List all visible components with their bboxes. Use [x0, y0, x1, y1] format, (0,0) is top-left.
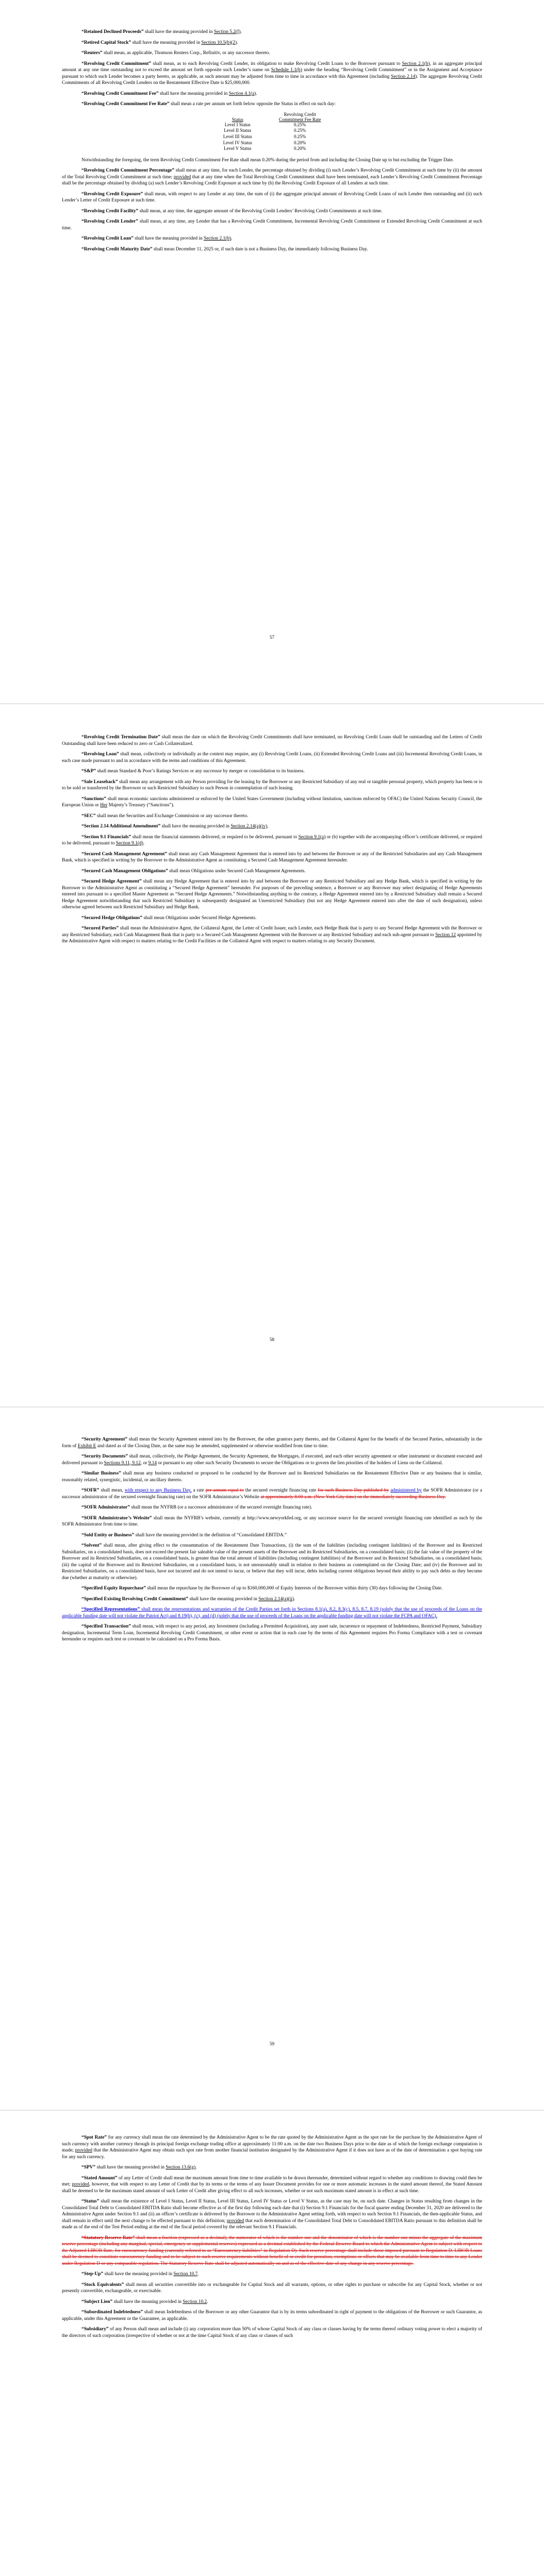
table-header-rate-top: Revolving Credit [284, 111, 316, 117]
def-revolving-credit-commitment: “Revolving Credit Commitment” shall mean, as to each Revolving Credit Lender, its obligation to make Revolving Credit Loans to the Borrower pursuant to Section 2.1(b), in an aggregate principal amount at any one time outstanding not to exceed the amount set forth opposite such Lender’s name on Schedule 1.1(b) under the heading “Revolving Credit Commitment” or in the Assignment and Acceptance pursuant to which such Lender becomes a party hereto, as applicable, as such amount may be adjusted from time to time in accordance with this Agreement (including Section 2.14). The aggregate Revolving Credit Commitments of all Revolving Credit Lenders on the Restatement Effective Date is $25,000,000. [62, 61, 483, 86]
table-row [210, 122, 335, 128]
page-58 [0, 704, 544, 1406]
def-spot-rate: “Spot Rate” for any currency shall mean the rate determined by the Administrative Agent to be the rate quoted by the Administrative Agent as the spot rate for the purchase by the Administrative Agent of such currency with another currency through its principal foreign exchange trading office at approximately 11:00 a.m. on the date two Business Days prior to the date as of which the foreign exchange computation is made; provided that the Administrative Agent may obtain such spot rate from another financial institution designated by the Administrative Agent if it does not have as of the date of determination a spot buying rate for any such currency. [62, 2135, 482, 2160]
def-similar-business: “Similar Business” shall mean any business conducted or proposed to be conducted by the Borrower and its Restricted Subsidiaries on the Restatement Effective Date or any business that is similar, reasonably related, synergistic, incidental, or ancillary thereto. [62, 1471, 482, 1483]
def-spv: “SPV” shall have the meaning provided in Section 13.6(g). [81, 2165, 197, 2170]
def-secured-cash-management-agreement: “Secured Cash Management Agreement” shall mean any Cash Management Agreement that is entered into by and between the Borrower or any of the Restricted Subsidiaries and any Cash Management Bank, which is specified in writing by the Borrower to the Administrative Agent as constituting a Secured Cash Management Agreement hereunder. [62, 851, 483, 863]
def-subsidiary: “Subsidiary” of any Person shall mean and include (i) any corporation more than 50% of whose Capital Stock of any class or classes having by the terms thereof ordinary voting power to elect a majority of the directors of such corporation (irrespective of whether or not at the time Capital Stock of any class or classes of such [62, 2327, 482, 2338]
table-cell-status: Level V Status [224, 146, 252, 151]
table-cell-status: Level III Status [223, 133, 252, 139]
def-revolving-credit-loan: “Revolving Credit Loan” shall have the meaning provided in Section 2.1(b). [81, 236, 233, 242]
def-sold-entity-or-business: “Sold Entity or Business” shall have the meaning provided in the definition of “Consolidated EBITDA.” [81, 1532, 287, 1538]
def-subordinated-indebtedness: “Subordinated Indebtedness” shall mean Indebtedness of the Borrower or any other Guarantor that is by its terms subordinated in right of payment to the obligations of the Borrower or such Guarantor, as applicable, under this Agreement or the Guarantee, as applicable. [62, 2310, 483, 2321]
def-sofr-administrator: “SOFR Administrator” shall mean the NYFRB (or a successor administrator of the secured overnight financing rate). [81, 1505, 312, 1510]
def-solvent: “Solvent” shall mean, after giving effect to the consummation of the Restatement Date Transactions, (i) the sum of the liabilities (including contingent liabilities) of the Borrower and its Restricted Subsidiaries, on a consolidated basis, does not exceed the present fair saleable value of the present assets of the Borrower and its Restricted Subsidiaries, on a consolidated basis; (ii) the fair value of the property of the Borrower and its Restricted Subsidiaries, on a consolidated basis, is greater than the total amount of liabilities (including contingent liabilities) of the Borrower and its Restricted Subsidiaries, on a consolidated basis; (iii) the capital of the Borrower and its Restricted Subsidiaries, on a consolidated basis, is not unreasonably small in relation to their business as contemplated on the Closing Date; and (iv) the Borrower and its Restricted Subsidiaries, on a consolidated basis, have not incurred and do not intend to incur, or believe that they will incur, debts including current obligations beyond their ability to pay such debts as they become due (whether at maturity or otherwise). [62, 1543, 482, 1581]
def-step-up: “Step-Up” shall have the meaning provided in Section 10.7. [81, 2272, 199, 2277]
def-statutory-reserve-rate: “Statutory Reserve Rate” shall mean a fraction (expressed as a decimal), the numerator of which is the number one and the denominator of which is the number one minus the aggregate of the maximum reserve percentage (including any marginal, special, emergency or supplemental reserves) expressed as a decimal established by the Federal Reserve Board to which the Administrative Agent is subject with respect to the Adjusted LIBOR Rate, for eurocurrency funding (currently referred to as “Eurocurrency liabilities” in Regulation D). Such reserve percentage shall include those imposed pursuant to Regulation D. LIBOR Loans shall be deemed to constitute eurocurrency funding and to be subject to such reserve requirements without benefit of or credit for proration, exemptions or offsets that may be available from time to time to any Lender under Regulation D or any comparable regulation. The Statutory Reserve Rate shall be adjusted automatically on and as of the effective date of any change in any reserve percentage. [62, 2235, 482, 2266]
table-cell-rate: 0.20% [294, 140, 306, 145]
def-secured-hedge-obligations: “Secured Hedge Obligations” shall mean Obligations under Secured Hedge Agreements. [81, 915, 257, 921]
def-security-documents: “Security Documents” shall mean, collectively, the Pledge Agreement, the Security Agreement, the Mortgages, if executed, and each other security agreement or other instrument or document executed and delivered pursuant to Sections 9.11, 9.12, or 9.14 or pursuant to any other such Security Documents to secure the Obligations or to govern the lien priorities of the holders of Liens on the Collateral. [62, 1454, 482, 1466]
def-secured-cash-management-obligations: “Secured Cash Management Obligations” shall mean Obligations under Secured Cash Management Agreements. [81, 868, 306, 874]
def-specified-equity-repurchase: “Specified Equity Repurchase” shall mean the repurchase by the Borrower of up to $160,000,000 of Equity Interests of the Borrower within thirty (30) days following the Closing Date. [81, 1586, 443, 1591]
table-row [210, 134, 335, 140]
def-specified-existing-revolving-credit-commitment: “Specified Existing Revolving Credit Commitment” shall have the meaning provided in Section 2.14(a)(ii). [81, 1596, 295, 1602]
table-row [210, 146, 335, 152]
table-header-spacer [210, 112, 266, 117]
def-sofr: “SOFR” shall mean, with respect to any Business Day, a rate per annum equal to the secured overnight financing rate for such Business Day published by administered by the SOFR Administrator (or a successor administrator of the secured overnight financing rate) on the SOFR Administrator’s Website at approximately 8:00 a.m. (New York City time) on the immediately succeeding Business Day. [62, 1488, 483, 1500]
page-number: 58 [270, 1337, 274, 1342]
table-cell-rate: 0.20% [294, 146, 306, 151]
def-sp: “S&P” shall mean Standard & Poor’s Ratings Services or any successor by merger or consolidation to its business. [81, 769, 305, 774]
table-header-status: Status [232, 116, 243, 122]
page-57 [0, 0, 544, 703]
def-status: “Status” shall mean the existence of Level I Status, Level II Status, Level III Status, Level IV Status or Level V Status, as the case may be, on such date. Changes in Status resulting from changes in the Consolidated Total Debt to Consolidated EBITDA Ratio shall become effective as of the first day following each date that (i) Section 9.1 Financials for the fiscal quarter ending December 31, 2020 are delivered to the Administrative Agent under Section 9.1 and (ii) an officer’s certificate is delivered by the Borrower to the Administrative Agent setting forth, with respect to such Section 9.1 Financials, the then-applicable Status, and shall remain in effect until the next change to be effected pursuant to this definition; provided that each determination of the Consolidated Total Debt to Consolidated EBITDA Ratio pursuant to this definition shall be made as of the end of the Test Period ending at the end of the fiscal period covered by the relevant Section 9.1 Financials. [62, 2199, 482, 2230]
def-stated-amount: “Stated Amount” of any Letter of Credit shall mean the maximum amount from time to time available to be drawn thereunder, determined without regard to whether any conditions to drawing could then be met; provided, however, that with respect to any Letter of Credit that by its terms or the terms of any Issuer Document provides for one or more automatic increases in the stated amount thereof, the Stated Amount shall be deemed to be the maximum stated amount of such Letter of Credit after giving effect to all such increases, whether or not such maximum stated amount is in effect at such time. [62, 2175, 482, 2194]
page-number: 59 [270, 2041, 274, 2046]
def-subject-lien: “Subject Lien” shall have the meaning provided in Section 10.2. [81, 2299, 208, 2304]
def-secured-parties: “Secured Parties” shall mean the Administrative Agent, the Collateral Agent, the Letter of Credit Issuer, each Lender, each Hedge Bank that is party to any Secured Hedge Agreement with the Borrower or any Restricted Subsidiary, each Cash Management Bank that is party to a Secured Cash Management Agreement with the Borrower or any Restricted Subsidiary and each sub-agent pursuant to Section 12 appointed by the Administrative Agent with respect to matters relating to the Credit Facilities or the Collateral Agent with respect to matters relating to any Security Document. [62, 926, 483, 944]
table-cell-rate: 0.25% [294, 133, 306, 139]
def-section-2-14-additional-amendment: “Section 2.14 Additional Amendment” shall have the meaning provided in Section 2.14(a)(iv). [81, 824, 269, 829]
def-revolving-credit-commitment-fee: “Revolving Credit Commitment Fee” shall have the meaning provided in Section 4.1(a). [81, 91, 257, 96]
def-revolving-credit-termination-date: “Revolving Credit Termination Date” shall mean the date on which the Revolving Credit Commitments shall have terminated, no Revolving Credit Loans shall be outstanding and the Letters of Credit Outstanding shall have been reduced to zero or Cash Collateralized. [62, 735, 482, 747]
def-revolving-credit-lender: “Revolving Credit Lender” shall mean, at any time, any Lender that has a Revolving Credit Commitment, Incremental Revolving Credit Commitment or Extended Revolving Credit Commitment at such time. [62, 219, 482, 231]
def-specified-transaction: “Specified Transaction” shall mean, with respect to any period, any Investment (including a Permitted Acquisition), any asset sale, incurrence or repayment of Indebtedness, Restricted Payment, Subsidiary designation, Incremental Term Loan, Incremental Revolving Credit Commitment, or other event or action that in each case by the terms of this Agreement requires Pro Forma Compliance with a test or covenant hereunder or requires such test or covenant to be calculated on a Pro Forma Basis. [62, 1624, 482, 1642]
table-header-rate: Commitment Fee Rate [278, 116, 321, 122]
def-retired-capital-stock: “Retired Capital Stock” shall have the meaning provided in Section 10.5(b)(2). [81, 40, 238, 45]
def-sec: “SEC” shall mean the Securities and Exchange Commission or any successor thereto. [81, 813, 249, 819]
def-revolving-credit-exposure: “Revolving Credit Exposure” shall mean, with respect to any Lender at any time, the sum of (i) the aggregate principal amount of Revolving Credit Loans of such Lender then outstanding and (ii) such Lender’s Letter of Credit Exposure at such time. [62, 191, 482, 204]
def-revolving-loan: “Revolving Loan” shall mean, collectively or individually as the context may require, any (i) Revolving Credit Loans, (ii) Extended Revolving Credit Loans and (iii) Incremental Revolving Credit Loans, in each case made pursuant to and in accordance with the terms and conditions of this Agreement. [62, 752, 482, 764]
table-row [210, 128, 335, 134]
def-revolving-credit-maturity-date: “Revolving Credit Maturity Date” shall mean December 11, 2025 or, if such date is not a Business Day, the immediately following Business Day. [81, 246, 368, 252]
fee-rate-table [210, 112, 335, 152]
table-cell-status: Level II Status [224, 128, 252, 133]
def-security-agreement: “Security Agreement” shall mean the Security Agreement entered into by the Borrower, the other grantors party thereto, and the Collateral Agent for the benefit of the Secured Parties, substantially in the form of Exhibit E and dated as of the Closing Date, as the same may be amended, supplemented or otherwise modified from time to time. [62, 1437, 483, 1449]
table-cell-rate: 0.25% [294, 122, 306, 127]
page-number: 57 [270, 635, 274, 640]
def-retained-declined-proceeds: “Retained Declined Proceeds” shall have the meaning provided in Section 5.2(f). [81, 29, 242, 35]
def-revolving-credit-commitment-fee-rate: “Revolving Credit Commitment Fee Rate” shall mean a rate per annum set forth below opposite the Status in effect on such day: [81, 101, 336, 107]
def-revolving-credit-facility: “Revolving Credit Facility” shall mean, at any time, the aggregate amount of the Revolving Credit Lenders’ Revolving Credit Commitments at such time. [81, 208, 383, 214]
table-row [210, 140, 335, 146]
def-reuters: “Reuters” shall mean, as applicable, Thomson Reuters Corp., Refinitiv, or any successor thereto. [81, 50, 270, 56]
table-cell-rate: 0.25% [294, 128, 306, 133]
def-specified-representations: “Specified Representations” shall mean the representations and warranties of the Credit Parties set forth in Sections 8.1(a), 8.2, 8.3(c), 8.5, 8.7, 8.19 (solely that the use of proceeds of the Loans on the applicable funding date will not violate the Patriot Act) and 8.19(b), (c), and (d) (solely that the use of proceeds of the Loans on the applicable funding date will not violate the FCPA and OFAC). [62, 1607, 482, 1619]
def-sanctions: “Sanctions” shall mean economic sanctions administered or enforced by the United States Government (including without limitation, sanctions enforced by OFAC) the United Nations Security Council, the European Union or Her Majesty’s Treasury (“Sanctions”). [62, 796, 482, 808]
def-secured-hedge-agreement: “Secured Hedge Agreement” shall mean any Hedge Agreement that is entered into by and between the Borrower or any Restricted Subsidiary and any Hedge Bank, which is specified in writing by the Borrower to the Administrative Agent as constituting a “Secured Hedge Agreement” hereunder. For purposes of the preceding sentence, a Borrower or any Borrower may select designating of Hedge Agreements entered into pursuant to a specified Master Agreement as “Secured Hedge Agreements.” Notwithstanding anything to the contrary, a Hedge Agreement entered into by a Restricted Subsidiary shall remain a Secured Hedge Agreement notwithstanding that such Restricted Subsidiary is subsequently designated an Unrestricted Subsidiary (but not any Hedge Agreement entered into after the date of such designation), unless otherwise agreed between such Restricted Subsidiary and Hedge Bank. [62, 879, 482, 910]
table-cell-status: Level I Status [224, 122, 251, 127]
page-59 [0, 1408, 544, 2110]
table-cell-status: Level IV Status [223, 140, 252, 145]
def-stock-equivalents: “Stock Equivalents” shall mean all securities convertible into or exchangeable for Capital Stock and all warrants, options, or other rights to purchase or subscribe for any Capital Stock, whether or not presently convertible, exchangeable, or exercisable. [62, 2282, 482, 2294]
def-section-9-1-financials: “Section 9.1 Financials” shall mean the financial statements delivered, or required to be delivered, pursuant to Section 9.1(a) or (b) together with the accompanying officer’s certificate delivered, or required to be delivered, pursuant to Section 9.1(d). [62, 834, 482, 846]
def-sofr-administrators-website: “SOFR Administrator’s Website” shall mean the NYFRB’s website, currently at http://www.newyorkfed.org, or any successor source for the secured overnight financing rate identified as such by the SOFR Administrator from time to time. [62, 1515, 482, 1527]
def-revolving-credit-commitment-percentage: “Revolving Credit Commitment Percentage” shall mean at any time, for each Lender, the percentage obtained by dividing (i) such Lender’s Revolving Credit Commitment at such time by (ii) the amount of the Total Revolving Credit Commitment at such time; provided that at any time when the Total Revolving Credit Commitment shall have been terminated, each Lender’s Revolving Credit Commitment Percentage shall be the percentage obtained by dividing (a) such Lender’s Revolving Credit Exposure at such time by (b) the Revolving Credit Exposure of all Lenders at such time. [62, 168, 482, 187]
def-sale-leaseback: “Sale Leaseback” shall mean any arrangement with any Person providing for the leasing by the Borrower or any Restricted Subsidiary of any real or tangible personal property, which property has been or is to be sold or transferred by the Borrower or such Restricted Subsidiary to such Person in contemplation of such leasing. [62, 779, 482, 791]
page-60 [0, 2111, 544, 2576]
notwithstanding-paragraph: Notwithstanding the foregoing, the term Revolving Credit Commitment Fee Rate shall mean 0.20% during the period from and including the Closing Date up to but excluding the Trigger Date. [81, 157, 454, 163]
